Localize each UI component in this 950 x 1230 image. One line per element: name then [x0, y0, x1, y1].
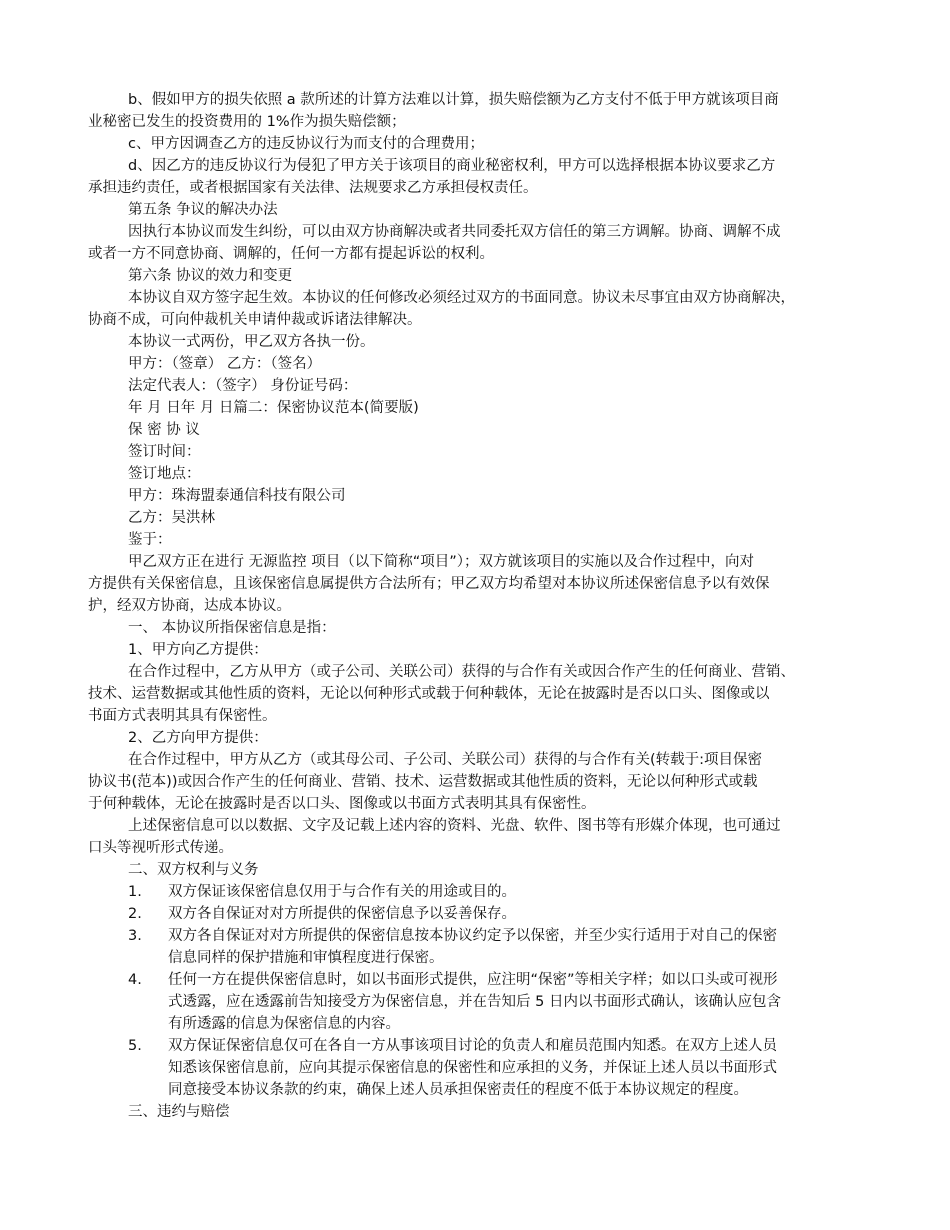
text-line: 书面方式表明其具有保密性。	[88, 708, 277, 724]
text-line: 签订地点：	[128, 466, 201, 482]
list-item	[88, 969, 870, 991]
text-line: 保 密 协 议	[128, 422, 200, 438]
list-item-text: 双方各自保证对对方所提供的保密信息按本协议约定予以保密，并至少实行适用于对自己的保密	[168, 928, 777, 944]
text-line: 法定代表人：（签字） 身份证号码：	[128, 378, 358, 394]
list-number: 3.	[128, 928, 142, 944]
text-line: 1、甲方向乙方提供：	[128, 642, 268, 658]
list-number: 2.	[128, 906, 142, 922]
list-item-continuation: 同意接受本协议条款的约束，确保上述人员承担保密责任的程度不低于本协议规定的程度。	[168, 1082, 748, 1098]
list-item-continuation: 有所透露的信息为保密信息的内容。	[168, 1016, 400, 1032]
text-line: 技术、运营数据或其他性质的资料，无论以何种形式或载于何种载体，无论在披露时是否以口头、图像或以	[88, 686, 770, 702]
text-line: 在合作过程中，甲方从乙方（或其母公司、子公司、关联公司）获得的与合作有关(转载于:项目保密	[128, 752, 763, 768]
text-line: c、甲方因调查乙方的违反协议行为而支付的合理费用；	[128, 136, 484, 152]
list-number: 4.	[128, 972, 142, 988]
list-number: 1.	[128, 884, 142, 900]
text-line: 一、 本协议所指保密信息是指：	[128, 620, 336, 636]
text-line: 2、乙方向甲方提供：	[128, 730, 268, 746]
paragraph-block	[88, 89, 870, 881]
list-item-continuation: 信息同样的保护措施和审慎程度进行保密。	[168, 950, 444, 966]
text-line: 或者一方不同意协商、调解的，任何一方都有提起诉讼的权利。	[88, 246, 494, 262]
list-number: 5.	[128, 1038, 142, 1054]
text-line: 本协议一式两份，甲乙双方各执一份。	[128, 334, 375, 350]
text-line: 协议书(范本))或因合作产生的任何商业、营销、技术、运营数据或其他性质的资料，无论以何种形式或载	[88, 774, 758, 790]
text-line: 二、双方权利与义务	[128, 862, 259, 878]
list-item-continuation: 式透露，应在透露前告知接受方为保密信息，并在告知后 5 日内以书面形式确认，该确认应包含	[168, 994, 781, 1010]
text-line: 第五条 争议的解决办法	[128, 202, 278, 218]
text-line: b、假如甲方的损失依照 a 款所述的计算方法难以计算，损失赔偿额为乙方支付不低于甲方就该项目商	[128, 92, 779, 108]
text-line: 第六条 协议的效力和变更	[128, 268, 293, 284]
text-line: 甲方：（签章） 乙方：（签名）	[128, 356, 322, 372]
text-line: 鉴于：	[128, 532, 172, 548]
list-item	[88, 1035, 870, 1057]
list-item-text: 双方各自保证对对方所提供的保密信息予以妥善保存。	[168, 906, 516, 922]
text-line: 承担违约责任，或者根据国家有关法律、法规要求乙方承担侵权责任。	[88, 180, 538, 196]
text-line: 因执行本协议而发生纠纷，可以由双方协商解决或者共同委托双方信任的第三方调解。协商、调解不成	[128, 224, 781, 240]
text-line: 协商不成，可向仲裁机关申请仲裁或诉诸法律解决。	[88, 312, 422, 328]
text-line: d、因乙方的违反协议行为侵犯了甲方关于该项目的商业秘密权利，甲方可以选择根据本协议要求乙方	[128, 158, 776, 174]
text-line: 口头等视听形式传递。	[88, 840, 233, 856]
document-body	[88, 89, 870, 1123]
text-line: 在合作过程中，乙方从甲方（或子公司、关联公司）获得的与合作有关或因合作产生的任何商业、营销、	[128, 664, 795, 680]
text-line: 业秘密已发生的投资费用的 1%作为损失赔偿额；	[88, 114, 406, 130]
list-item	[88, 925, 870, 947]
text-line: 护，经双方协商，达成本协议。	[88, 598, 291, 614]
list-item-text: 任何一方在提供保密信息时，如以书面形式提供，应注明“保密”等相关字样；如以口头或可视形	[168, 972, 778, 988]
list-item	[88, 881, 870, 903]
text-line: 年 月 日年 月 日篇二：保密协议范本(简要版)	[128, 400, 419, 416]
list-item-text: 双方保证保密信息仅可在各自一方从事该项目讨论的负责人和雇员范围内知悉。在双方上述人员	[168, 1038, 777, 1054]
list-item	[88, 903, 870, 925]
text-line: 方提供有关保密信息，且该保密信息属提供方合法所有；甲乙双方均希望对本协议所述保密信息予以有效保	[88, 576, 770, 592]
text-line: 乙方：吴洪林	[128, 510, 215, 526]
text-line: 甲方：珠海盟泰通信科技有限公司	[128, 488, 346, 504]
text-line: 签订时间：	[128, 444, 201, 460]
text-line: 上述保密信息可以以数据、文字及记载上述内容的资料、光盘、软件、图书等有形媒介体现，也可通过	[128, 818, 781, 834]
section-heading: 三、违约与赔偿	[128, 1104, 230, 1120]
list-item-continuation: 知悉该保密信息前，应向其提示保密信息的保密性和应承担的义务，并保证上述人员以书面形式	[168, 1060, 777, 1076]
list-item-text: 双方保证该保密信息仅用于与合作有关的用途或目的。	[168, 884, 516, 900]
text-line: 甲乙双方正在进行 无源监控 项目（以下简称“项目”）；双方就该项目的实施以及合作过程中，向对	[128, 554, 754, 570]
text-line: 本协议自双方签字起生效。本协议的任何修改必须经过双方的书面同意。协议未尽事宜由双方协商解决，	[128, 290, 795, 306]
numbered-list	[88, 881, 870, 1101]
text-line: 于何种载体，无论在披露时是否以口头、图像或以书面方式表明其具有保密性。	[88, 796, 596, 812]
